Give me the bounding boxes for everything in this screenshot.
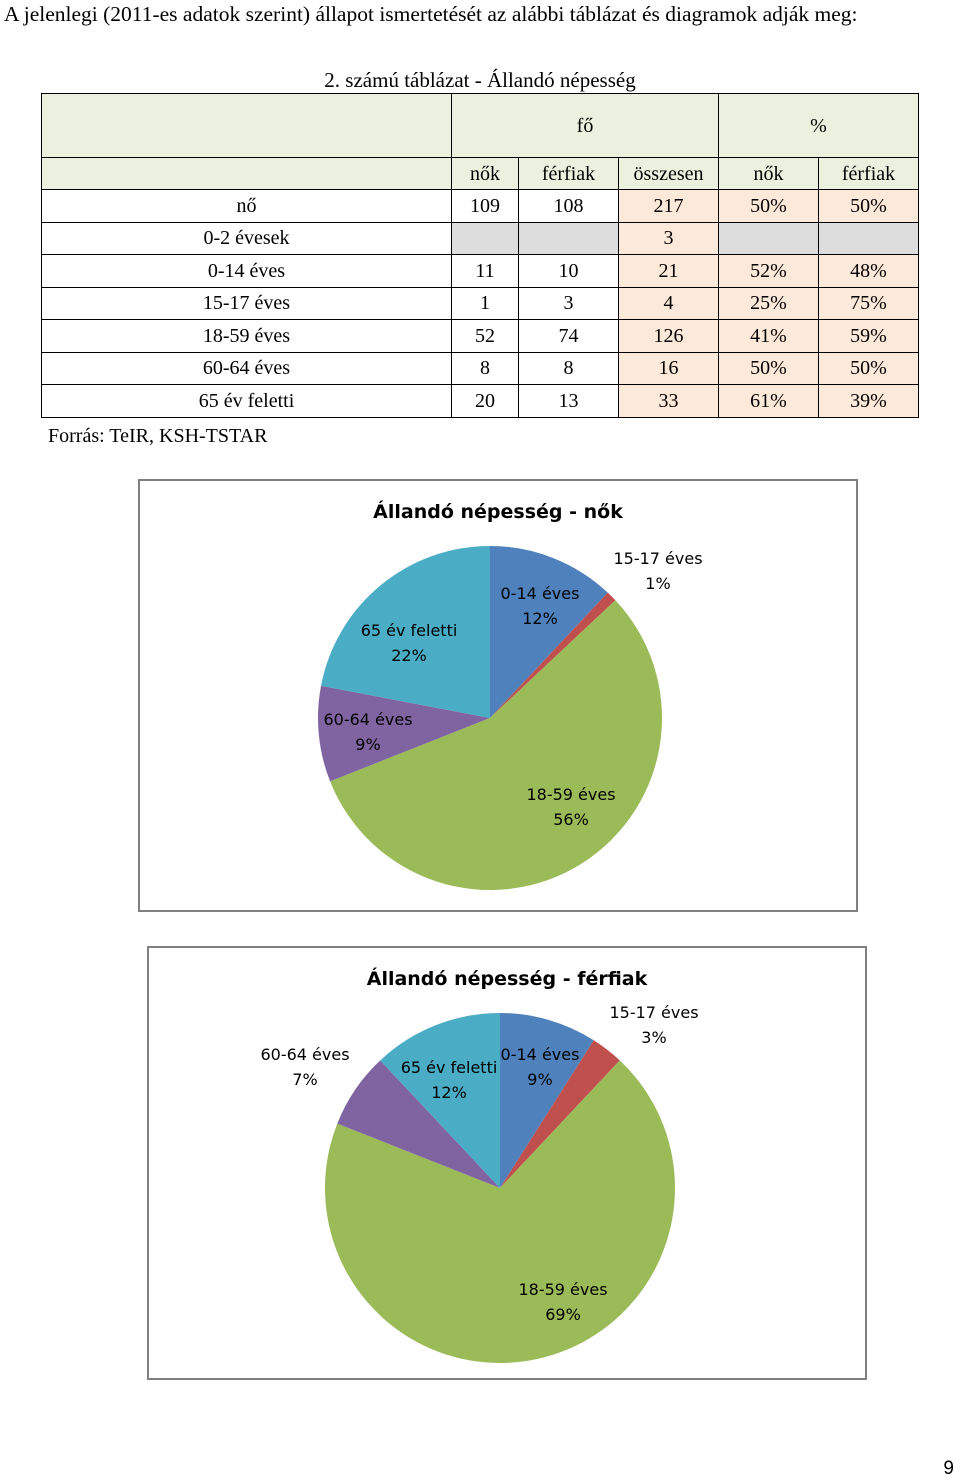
row-label: 15-17 éves	[42, 287, 452, 320]
slice-label-18-59: 18-59 éves	[526, 785, 616, 804]
slice-value-15-17: 3%	[641, 1028, 667, 1047]
table-cell: 13	[519, 385, 619, 418]
intro-text: A jelenlegi (2011-es adatok szerint) állapot ismertetését az alábbi táblázat és diagramok adják meg:	[4, 2, 858, 26]
table-cell: 10	[519, 255, 619, 288]
table-cell: 41%	[719, 320, 819, 353]
table-cell: 25%	[719, 287, 819, 320]
slice-label-18-59: 18-59 éves	[518, 1280, 608, 1299]
pie-chart-svg	[140, 481, 856, 910]
table-cell: 217	[619, 190, 719, 223]
slice-value-0-14: 9%	[527, 1070, 553, 1089]
table-cell: 50%	[719, 352, 819, 385]
column-header: összesen	[619, 158, 719, 190]
table-row	[42, 320, 919, 353]
table-corner-cell	[42, 94, 452, 158]
table-column-header-row	[42, 158, 919, 190]
table-cell	[819, 222, 919, 255]
table-cell: 50%	[819, 190, 919, 223]
table-cell: 3	[519, 287, 619, 320]
pie-chart-men	[147, 946, 867, 1380]
table-cell: 52%	[719, 255, 819, 288]
table-row	[42, 255, 919, 288]
slice-value-60-64: 7%	[292, 1070, 318, 1089]
slice-label-60-64: 60-64 éves	[260, 1045, 350, 1064]
table-cell: 8	[452, 352, 519, 385]
table-row	[42, 222, 919, 255]
column-header: nők	[452, 158, 519, 190]
group-header-persons: fő	[452, 94, 719, 158]
row-label: 65 év feletti	[42, 385, 452, 418]
slice-value-0-14: 12%	[522, 609, 558, 628]
column-header: férfiak	[519, 158, 619, 190]
row-label: 60-64 éves	[42, 352, 452, 385]
row-label: 18-59 éves	[42, 320, 452, 353]
slice-value-18-59: 69%	[545, 1305, 581, 1324]
row-label: 0-2 évesek	[42, 222, 452, 255]
table-cell: 74	[519, 320, 619, 353]
page-number: 9	[943, 1458, 954, 1479]
table-cell: 20	[452, 385, 519, 418]
table-cell: 108	[519, 190, 619, 223]
table-caption: 2. számú táblázat - Állandó népesség	[324, 68, 636, 92]
table-cell: 33	[619, 385, 719, 418]
slice-label-15-17: 15-17 éves	[609, 1003, 699, 1022]
table-cell: 48%	[819, 255, 919, 288]
table-cell: 50%	[819, 352, 919, 385]
table-cell: 50%	[719, 190, 819, 223]
slice-label-0-14: 0-14 éves	[500, 584, 580, 603]
table-cell: 4	[619, 287, 719, 320]
population-table	[41, 93, 919, 418]
group-header-percent: %	[719, 94, 919, 158]
table-cell: 3	[619, 222, 719, 255]
table-cell: 52	[452, 320, 519, 353]
slice-value-18-59: 56%	[553, 810, 589, 829]
slice-value-65-plus: 12%	[431, 1083, 467, 1102]
column-header: nők	[719, 158, 819, 190]
row-label: nő	[42, 190, 452, 223]
pie-chart-women	[138, 479, 858, 912]
table-corner-cell	[42, 158, 452, 190]
row-label: 0-14 éves	[42, 255, 452, 288]
table-group-header-row	[42, 94, 919, 158]
table-cell: 61%	[719, 385, 819, 418]
chart-title: Állandó népesség - nők	[373, 501, 623, 523]
chart-title: Állandó népesség - férfiak	[366, 968, 648, 990]
table-cell: 21	[619, 255, 719, 288]
slice-value-65-plus: 22%	[391, 646, 427, 665]
column-header: férfiak	[819, 158, 919, 190]
pie-chart-svg	[149, 948, 865, 1378]
table-cell: 59%	[819, 320, 919, 353]
slice-value-60-64: 9%	[355, 735, 381, 754]
table-row	[42, 190, 919, 223]
table-cell: 11	[452, 255, 519, 288]
table-cell	[519, 222, 619, 255]
table-source: Forrás: TeIR, KSH-TSTAR	[48, 425, 268, 447]
table-row	[42, 385, 919, 418]
table-cell: 16	[619, 352, 719, 385]
table-cell: 8	[519, 352, 619, 385]
table-row	[42, 352, 919, 385]
slice-value-15-17: 1%	[645, 574, 671, 593]
table-cell: 126	[619, 320, 719, 353]
slice-label-65-plus: 65 év feletti	[360, 621, 458, 640]
table-cell	[719, 222, 819, 255]
slice-label-60-64: 60-64 éves	[323, 710, 413, 729]
slice-label-0-14: 0-14 éves	[500, 1045, 580, 1064]
table-cell: 39%	[819, 385, 919, 418]
table-cell	[452, 222, 519, 255]
table-cell: 75%	[819, 287, 919, 320]
slice-label-65-plus: 65 év feletti	[400, 1058, 498, 1077]
slice-label-15-17: 15-17 éves	[613, 549, 703, 568]
table-row	[42, 287, 919, 320]
table-cell: 1	[452, 287, 519, 320]
table-cell: 109	[452, 190, 519, 223]
